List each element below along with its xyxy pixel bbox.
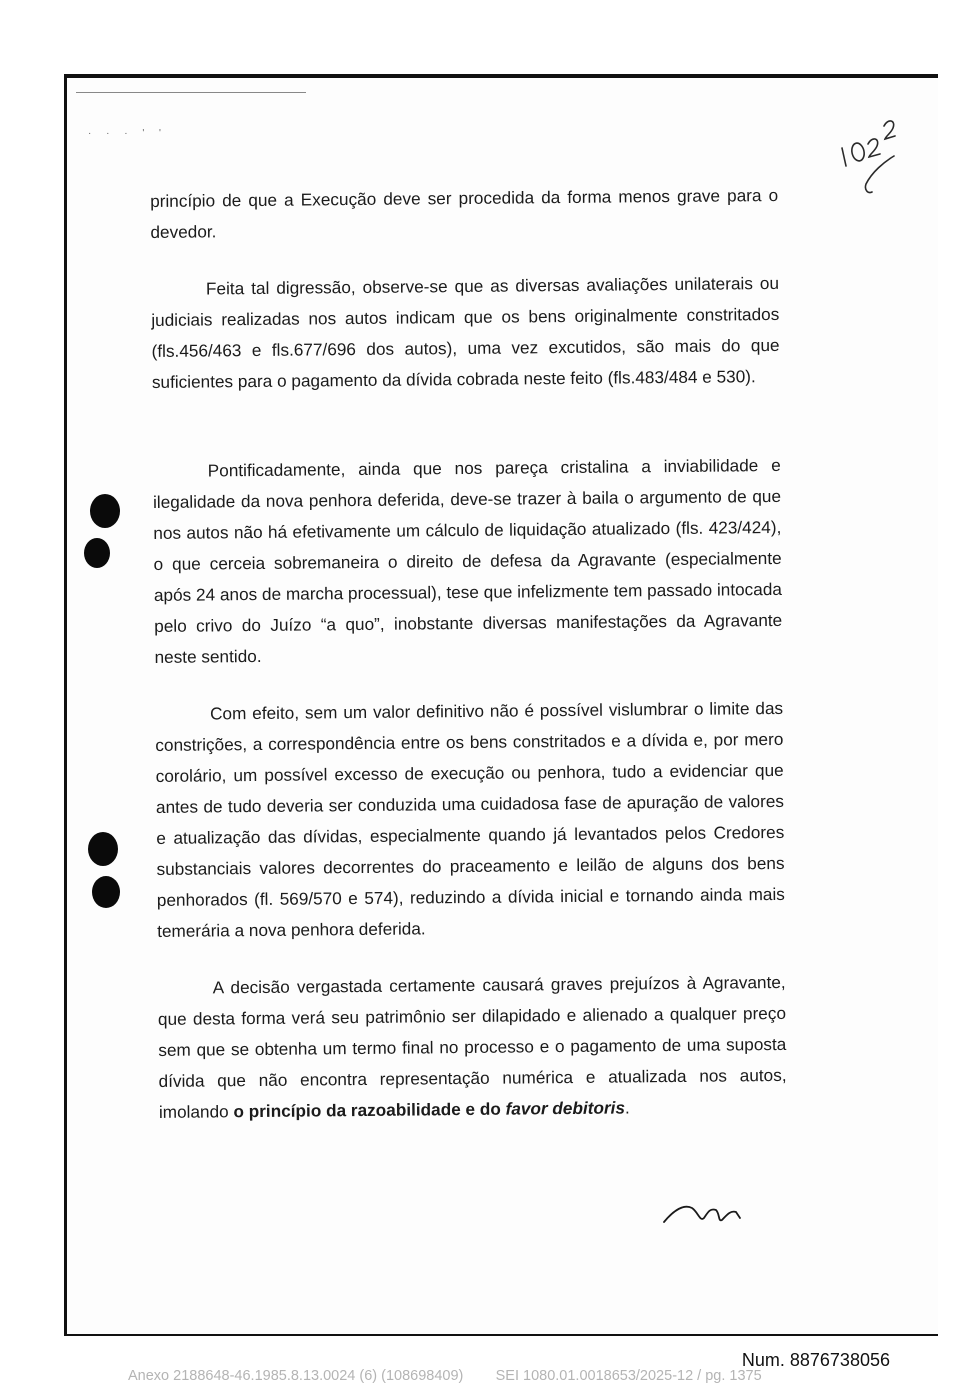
emphasis-text: o princípio da razoabilidade e do bbox=[233, 1098, 506, 1122]
punch-hole bbox=[90, 494, 120, 528]
paragraph: Com efeito, sem um valor definitivo não é possível vislumbrar o limite das constrições, a correspondência entre os bens constritados e a dívida e, por mero corolário, um possível excesso de execução ou penhora, tudo a evidenciar que antes de tudo deveria ser conduzida uma cuidadosa fase de apuração de valores e atualização das dívidas, especialmente quando já levantados pelos Credores substanciais valores decorrentes do praceamento e leilão de alguns dos bens penhorados (fl. 569/570 e 574), reduzindo a dívida inicial e tornando ainda mais temerária a nova penhora deferida. bbox=[155, 697, 785, 941]
scan-specks: · · · ' ' bbox=[88, 128, 167, 139]
paragraph-text: A decisão vergastada certamente causará graves prejuízos à Agravante, que desta forma verá seu patrimônio ser dilapidado e alienado a qualquer preço sem que se obtenha um termo final no processo e o pagamento de uma suposta dívida que não encontra representação numérica e atualizada nos autos, imolando bbox=[157, 971, 787, 1122]
handwritten-folio-number bbox=[832, 110, 922, 205]
document-number: Num. 8876738056 bbox=[741, 1350, 890, 1370]
handwritten-signature bbox=[660, 1196, 750, 1230]
continuation-paragraph: princípio de que a Execução deve ser procedida da forma menos grave para o devedor. bbox=[150, 184, 779, 242]
paragraph-text: . bbox=[624, 1097, 630, 1118]
closing-paragraph bbox=[158, 967, 787, 1128]
punch-hole bbox=[84, 538, 110, 568]
punch-hole bbox=[88, 832, 118, 866]
latin-term: favor debitoris bbox=[505, 1097, 626, 1119]
top-rule bbox=[76, 92, 306, 93]
paragraph: Feita tal digressão, observe-se que as diversas avaliações unilaterais ou judiciais realizadas nos autos indicam que os bens originalmente constritados (fls.456/463 e fls.677/696 dos autos), uma vez excutidos, são mais do que suficientes para o pagamento da dívida cobrada neste feito (fls.483/484 e 530). bbox=[151, 272, 780, 392]
punch-hole bbox=[92, 876, 120, 908]
document-body bbox=[150, 180, 787, 1128]
paragraph: Pontificadamente, ainda que nos pareça cristalina a inviabilidade e ilegalidade da nova penhora deferida, deve-se trazer à baila o argumento de que nos autos não há efetivamente um cálculo de liquidação atualizado (fls. 423/424), o que cerceia sobremaneira o direito de defesa da Agravante (especialmente após 24 anos de marcha processual), tese que infelizmente tem passado intocada pelo crivo do Juízo “a quo”, inobstante diversas manifestações da Agravante neste sentido. bbox=[152, 454, 783, 667]
footer-reference: Anexo 2188648-46.1985.8.13.0024 (6) (108698409) SEI 1080.01.0018653/2025-12 / pg. 1375 bbox=[128, 1368, 762, 1384]
